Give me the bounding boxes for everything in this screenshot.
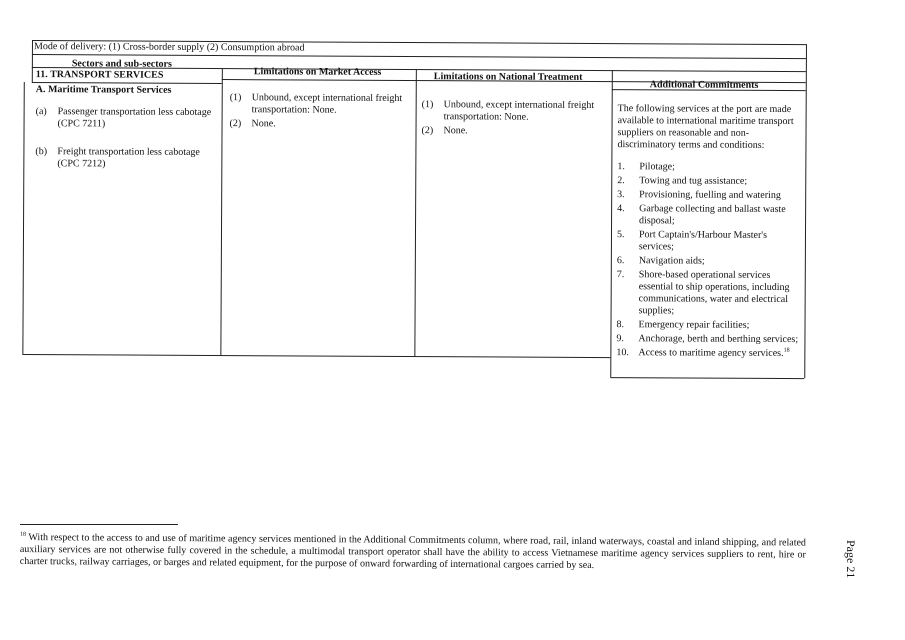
national-treatment-num: (2) [421,125,434,137]
additional-commitments-column [616,103,803,362]
market-access-column [230,92,410,133]
right-rule [804,44,807,378]
additional-item-label: Garbage collecting and ballast waste disposal; [639,203,786,227]
market-access-num: (1) [229,92,242,104]
additional-item [616,347,802,360]
section-title: 11. TRANSPORT SERVICES [35,69,164,81]
header-additional-commitments: Additional Commitments [649,79,759,91]
header-sectors: Sectors and sub-sectors [71,58,172,70]
additional-item-text [639,229,803,254]
additional-intro: The following services at the port are made available to international maritime transport suppliers on reasonable and non-discriminatory terms and conditions: [617,103,794,151]
additional-item [617,269,803,318]
additional-item-text [639,255,803,268]
additional-item-text [639,203,803,228]
header-national-treatment: Limitations on National Treatment [433,71,583,83]
additional-item [617,189,803,202]
additional-item-num: 7. [616,269,625,281]
sector-item-num: (b) [35,146,48,158]
col2-rule [414,69,417,356]
mode-of-delivery: Mode of delivery: (1) Cross-border supply (2) Consumption abroad [33,41,305,54]
sector-item-cpc: (CPC 7211) [57,118,106,130]
additional-item-num: 8. [616,319,625,331]
national-treatment-text: Unbound, except international freight transportation: None. [443,99,595,123]
footnote-ref: 18 [783,347,790,354]
additional-item [617,229,803,254]
additional-item-num: 10. [616,347,629,359]
additional-item-text [639,189,803,202]
national-treatment-item [421,125,611,138]
footnote-rule [20,524,178,525]
sector-item-text: Passenger transportation less cabotage [57,106,212,118]
sectors-column [35,84,225,173]
additional-item [616,319,802,332]
national-treatment-num: (1) [421,99,434,111]
sector-item-cpc: (CPC 7212) [57,158,106,170]
additional-item-label: Navigation aids; [638,255,705,267]
additional-item-num: 2. [617,175,625,187]
additional-item-num: 1. [617,161,625,173]
additional-item-num: 6. [616,255,625,267]
market-access-item [230,92,410,117]
additional-item-num: 9. [616,333,624,345]
market-access-text: None. [251,118,276,130]
market-access-num: (2) [229,118,242,130]
additional-item-label: Towing and tug assistance; [639,175,748,187]
table-bottom-rule [22,354,610,358]
additional-item-text [638,319,802,332]
sector-item-text: Freight transportation less cabotage [57,146,200,158]
additional-item-label: Provisioning, fuelling and watering [639,189,781,201]
left-rule [22,82,24,354]
sector-item [36,106,226,131]
page-number: Page 21 [844,540,858,579]
additional-item [617,175,803,188]
additional-item [617,203,803,228]
schedule-table [20,40,806,380]
additional-item-text [639,161,803,174]
additional-item-label: Pilotage; [639,161,675,173]
additional-item-text [639,269,803,318]
additional-item-num: 3. [617,189,625,201]
additional-item [616,333,802,346]
left-rule-top [32,40,33,82]
sector-item [35,146,225,171]
additional-item-label: Anchorage, berth and berthing services; [638,333,799,346]
additional-item-label: Port Captain's/Harbour Master's services; [638,229,768,253]
additional-item-text [639,175,803,188]
additional-item-num: 4. [617,203,625,215]
sector-subhead: A. Maritime Transport Services [35,84,172,96]
additional-item-label: Access to maritime agency services. [638,347,784,359]
national-treatment-text: None. [443,125,468,137]
additional-item [617,255,803,268]
additional-item-num: 5. [616,229,625,241]
additional-item-label: Emergency repair facilities; [638,319,750,331]
additional-item [617,161,803,174]
footnote-text: With respect to the access to and use of maritime agency services mentioned in the Additional Commitments column, where road, rail, inland waterways, coastal and inland shipping, and related auxiliary services are not otherwise fully covered in the schedule, a multimodal transport operator shall have the ability to access Vietnamese maritime agency services suppliers to rent, hire or charter trucks, railway carriages, or barges and related equipment, for the purpose of onward forwarding of international cargoes carried by sea. [19,532,806,572]
additional-item-label: Shore-based operational services essential to ship operations, including communications, water and electrical supplies; [638,269,790,317]
national-treatment-column [421,99,611,140]
additional-list [616,161,803,360]
national-treatment-item [422,99,612,124]
additional-item-text [638,333,802,346]
footnote [20,532,806,573]
sector-item-num: (a) [35,106,47,118]
footnote-mark: 18 [19,531,27,538]
header-market-access: Limitations on Market Access [253,66,382,78]
market-access-text: Unbound, except international freight transportation: None. [251,92,403,116]
additional-bottom-rule [610,377,804,379]
market-access-item [230,118,410,131]
additional-item-text [638,347,802,360]
